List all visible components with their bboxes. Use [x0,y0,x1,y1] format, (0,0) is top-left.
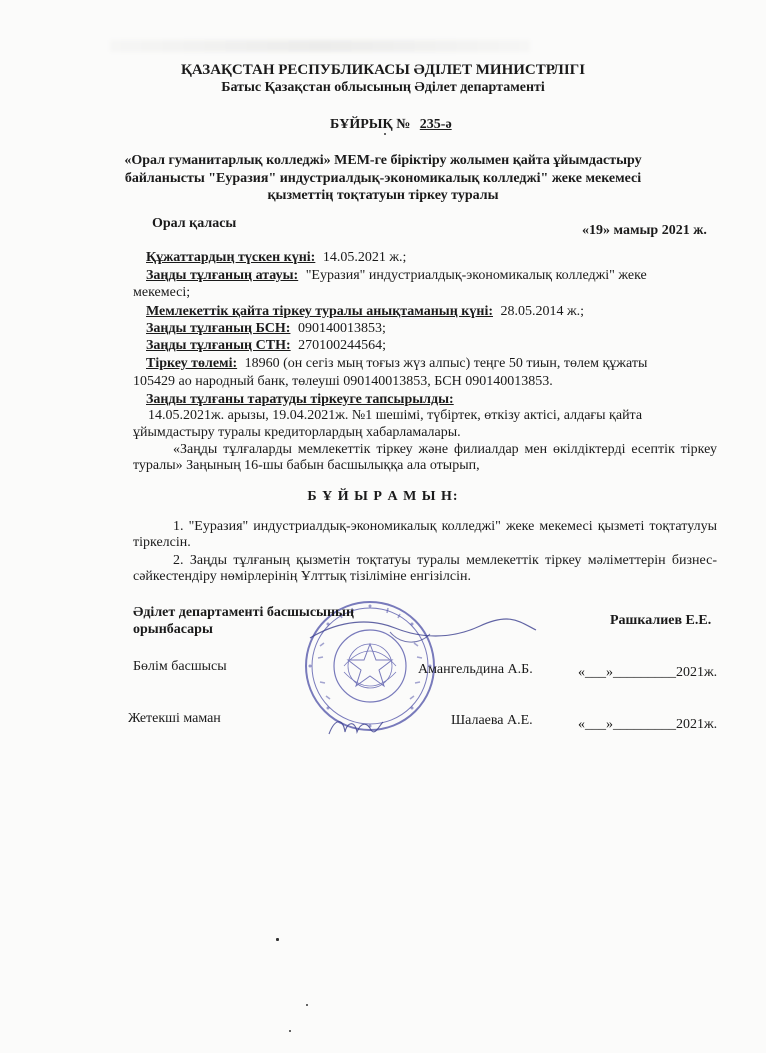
scan-speck [276,938,279,941]
stn-value: 270100244564; [298,338,387,353]
fee-value-cont: 105429 ао народный банк, төлеуші 090140013853, БСН 090140013853. [133,374,553,389]
ministry-title: ҚАЗАҚСТАН РЕСПУБЛИКАСЫ ӘДІЛЕТ МИНИСТРЛІГІ [180,62,586,78]
department-title: Батыс Қазақстан облысының Әділет департаменті [221,80,545,95]
docs-value-cont: ұйымдастыру туралы кредиторлардың хабарламалары. [133,425,461,440]
cert-date-value: 28.05.2014 ж.; [500,304,585,319]
fee-value: 18960 (он сегіз мың тоғыз жүз алпыс) теңге 50 тиын, төлем құжаты [244,356,648,371]
entity-name-row [146,268,647,284]
orders-heading: Б Ұ Й Ы Р А М Ы Н: [307,489,459,504]
dept-head-date: «___»_________2021ж. [578,665,718,680]
docs-value: 14.05.2021ж. арызы, 19.04.2021ж. №1 шешімі, түбіртек, өткізу актісі, алдағы қайта [148,408,643,423]
head-name: Рашкалиев Е.Е. [610,613,712,628]
order-number-line [330,117,452,133]
bin-value: 090140013853; [297,321,386,336]
entity-name-label: Заңды тұлғаның атауы: [146,268,299,283]
cert-date-label: Мемлекеттік қайта тіркеу туралы анықтаманың күні: [146,304,493,319]
specialist-signature-icon [325,712,385,742]
city: Орал қаласы [152,216,237,231]
fee-label: Тіркеу төлемі: [146,356,238,371]
order-number: 235-ә [419,117,452,132]
specialist-title: Жетекші маман [128,711,221,726]
specialist-name: Шалаева А.Е. [451,713,533,728]
subject-line-2: байланысты "Еуразия" индустриалдық-экономикалық колледжі" жеке мекемесі [124,171,642,186]
order-item-1: 1. "Еуразия" индустриалдық-экономикалық колледжі" жеке мекемесі қызметі тоқтатулуы тіркелсін. [133,519,717,550]
entity-name-value-cont: мекемесі; [133,285,191,300]
order-label: БҰЙРЫҚ № [330,117,411,132]
cert-date-row [146,304,584,320]
fee-row [146,356,647,372]
dept-head-name: Амангельдина А.Б. [418,662,533,677]
bin-label: Заңды тұлғаның БСН: [146,321,291,336]
scan-speck [306,1004,308,1006]
head-title-line-1: Әділет департаменті басшысының [133,605,355,620]
scan-speck [289,1030,291,1032]
received-label: Құжаттардың түскен күні: [146,250,316,265]
subject-line-3: қызметтің тоқтатуын тіркеу туралы [267,188,499,203]
head-title-line-2: орынбасары [133,622,213,637]
stn-row [146,338,386,354]
docs-label-row [146,392,454,408]
received-value: 14.05.2021 ж.; [322,250,407,265]
dept-head-title: Бөлім басшысы [133,659,227,674]
entity-name-value: "Еуразия" индустриалдық-экономикалық колледжі" жеке [305,268,647,283]
bin-row [146,321,386,337]
specialist-date: «___»_________2021ж. [578,717,718,732]
docs-label: Заңды тұлғаны таратуды тіркеуге тапсырылды: [146,392,454,407]
order-item-2: 2. Заңды тұлғаның қызметін тоқтатуы туралы мемлекеттік тіркеу мәліметтерін бизнес-сәйкестендіру нөмірлерінің Ұлттық тізіліміне енгізілсін. [133,553,717,584]
stn-label: Заңды тұлғаның СТН: [146,338,291,353]
bleed-through-shadow [110,40,530,52]
law-paragraph: «Заңды тұлғаларды мемлекеттік тіркеу және филиалдар мен өкілдіктерді есептік тіркеу туралы» Заңының 16-шы бабын басшылыққа ала отырып, [133,442,717,473]
order-date: «19» мамыр 2021 ж. [582,223,707,238]
received-date-row [146,250,406,266]
subject-line-1: «Орал гуманитарлық колледжі» МЕМ-ге біріктіру жолымен қайта ұйымдастыру [124,153,642,168]
scan-speck [384,133,386,135]
